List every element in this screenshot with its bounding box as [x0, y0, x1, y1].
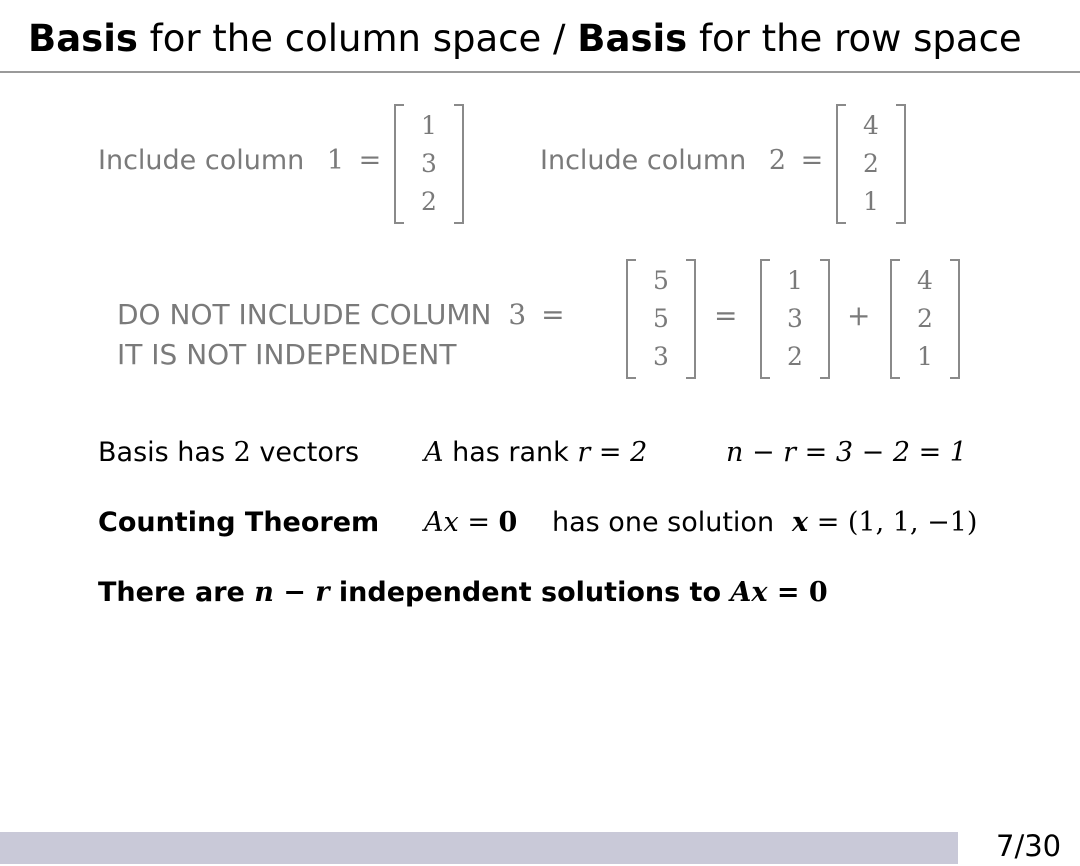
page-number: 7/30	[996, 829, 1062, 863]
vector-entry: 2	[787, 341, 803, 371]
vector-entry: 1	[787, 265, 803, 295]
vector-entry: 5	[653, 265, 669, 295]
vector-entry: 4	[863, 110, 879, 140]
title-part1: for the column space /	[137, 17, 578, 60]
include-col1-vector	[394, 104, 464, 222]
vector-entry: 3	[653, 341, 669, 371]
rank-text: A has rank r = 2	[424, 437, 648, 468]
vector-entry: 2	[863, 148, 879, 178]
exclude-col3-line2: IT IS NOT INDEPENDENT	[117, 338, 457, 371]
include-col2-vector	[836, 104, 906, 222]
vector-entry: 1	[917, 341, 933, 371]
sum-vector-b	[890, 259, 960, 377]
vector-entry: 2	[421, 186, 437, 216]
include-col1-index: 1	[326, 145, 345, 176]
title-divider	[0, 71, 1080, 73]
vector-entry: 1	[421, 110, 437, 140]
include-col1-eq: =	[358, 145, 382, 176]
include-col2-index: 2	[768, 145, 787, 176]
title-basis-1: Basis	[28, 17, 138, 60]
include-col2-label: Include column 2 =	[540, 145, 824, 176]
counting-solution: x = (1, 1, −1)	[792, 507, 978, 538]
basis-count-text: Basis has 2 vectors	[98, 437, 360, 468]
include-col2-eq: =	[800, 145, 824, 176]
vector-entry: 3	[787, 303, 803, 333]
counting-equation: Ax = 0	[424, 507, 518, 538]
vector-entry: 1	[863, 186, 879, 216]
independent-solutions-statement: There are n − r independent solutions to Ax = 0	[98, 577, 828, 608]
exclude-col3-eq: =	[541, 298, 565, 331]
counting-solution-text: has one solution	[552, 507, 775, 538]
vector-entry: 3	[421, 148, 437, 178]
col3-vector	[626, 259, 696, 377]
nullity-expression: n − r = 3 − 2 = 1	[726, 437, 967, 468]
exclude-col3-line1: DO NOT INCLUDE COLUMN 3 =	[117, 298, 565, 331]
include-col1-label: Include column 1 =	[98, 145, 382, 176]
title-part2: for the row space	[687, 17, 1022, 60]
counting-theorem-heading: Counting Theorem	[98, 507, 380, 538]
sum-vector-a	[760, 259, 830, 377]
vector-entry: 5	[653, 303, 669, 333]
sum-plus: +	[847, 299, 871, 332]
title-basis-2: Basis	[577, 17, 688, 60]
slide-title	[28, 12, 1022, 66]
exclude-col3-index: 3	[508, 298, 527, 331]
vector-entry: 2	[917, 303, 933, 333]
vector-entry: 4	[917, 265, 933, 295]
col3-equals: =	[714, 299, 738, 332]
footer-bar	[0, 832, 958, 864]
